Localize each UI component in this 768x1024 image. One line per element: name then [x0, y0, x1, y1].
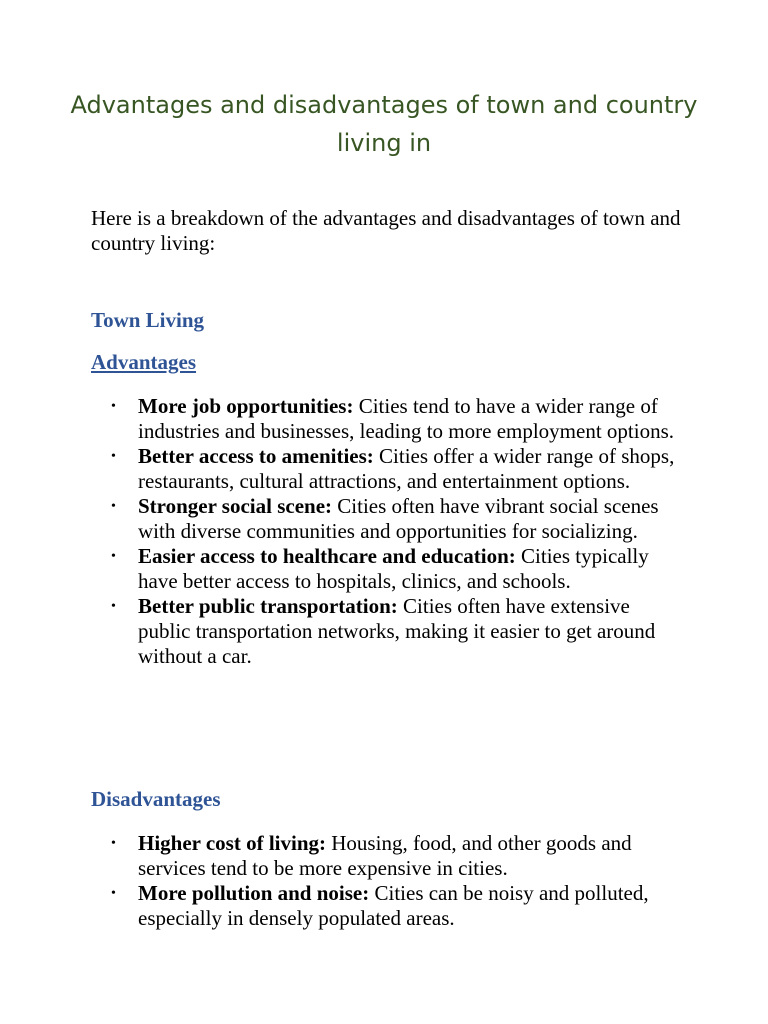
- list-item-text: Cities offer a wider range of shops, restaurants, cultural attractions, and entertainment options.: [138, 444, 675, 493]
- bullet-icon: •: [111, 836, 116, 851]
- section-heading-town-living: Town Living: [91, 308, 205, 332]
- list-item-text: Cities often have extensive public transportation networks, making it easier to get around without a car.: [138, 594, 656, 668]
- list-item-term: Stronger social scene:: [138, 494, 333, 518]
- list-item: [91, 544, 681, 594]
- intro-paragraph: Here is a breakdown of the advantages and disadvantages of town and country living:: [91, 206, 681, 255]
- bullet-icon: •: [111, 549, 116, 564]
- list-item: [91, 394, 681, 444]
- list-item-term: Higher cost of living:: [138, 831, 327, 855]
- bullet-icon: •: [111, 599, 116, 614]
- page-title: Advantages and disadvantages of town and country living in: [70, 91, 698, 157]
- disadvantages-list: [91, 831, 681, 931]
- list-item: [91, 494, 681, 544]
- bullet-icon: •: [111, 886, 116, 901]
- list-item-term: Better public transportation:: [138, 594, 398, 618]
- list-item-text: Housing, food, and other goods and services tend to be more expensive in cities.: [138, 831, 632, 880]
- list-item: [91, 594, 681, 669]
- list-item-term: Better access to amenities:: [138, 444, 374, 468]
- list-item-term: More pollution and noise:: [138, 881, 370, 905]
- list-item: [91, 444, 681, 494]
- bullet-icon: •: [111, 449, 116, 464]
- bullet-icon: •: [111, 499, 116, 514]
- list-item-term: Easier access to healthcare and education:: [138, 544, 516, 568]
- bullet-icon: •: [111, 399, 116, 414]
- advantages-list: [91, 394, 681, 669]
- subheading-disadvantages: Disadvantages: [91, 787, 221, 811]
- list-item-text: Cities can be noisy and polluted, especially in densely populated areas.: [138, 881, 649, 930]
- list-item: [91, 831, 681, 881]
- document-body: [91, 206, 691, 930]
- list-item-text: Cities typically have better access to hospitals, clinics, and schools.: [138, 544, 649, 593]
- list-item: [91, 881, 681, 931]
- subheading-advantages: Advantages: [91, 350, 197, 374]
- list-item-text: Cities often have vibrant social scenes with diverse communities and opportunities for socializing.: [138, 494, 659, 543]
- list-item-term: More job opportunities:: [138, 394, 354, 418]
- list-item-text: Cities tend to have a wider range of industries and businesses, leading to more employment options.: [138, 394, 675, 443]
